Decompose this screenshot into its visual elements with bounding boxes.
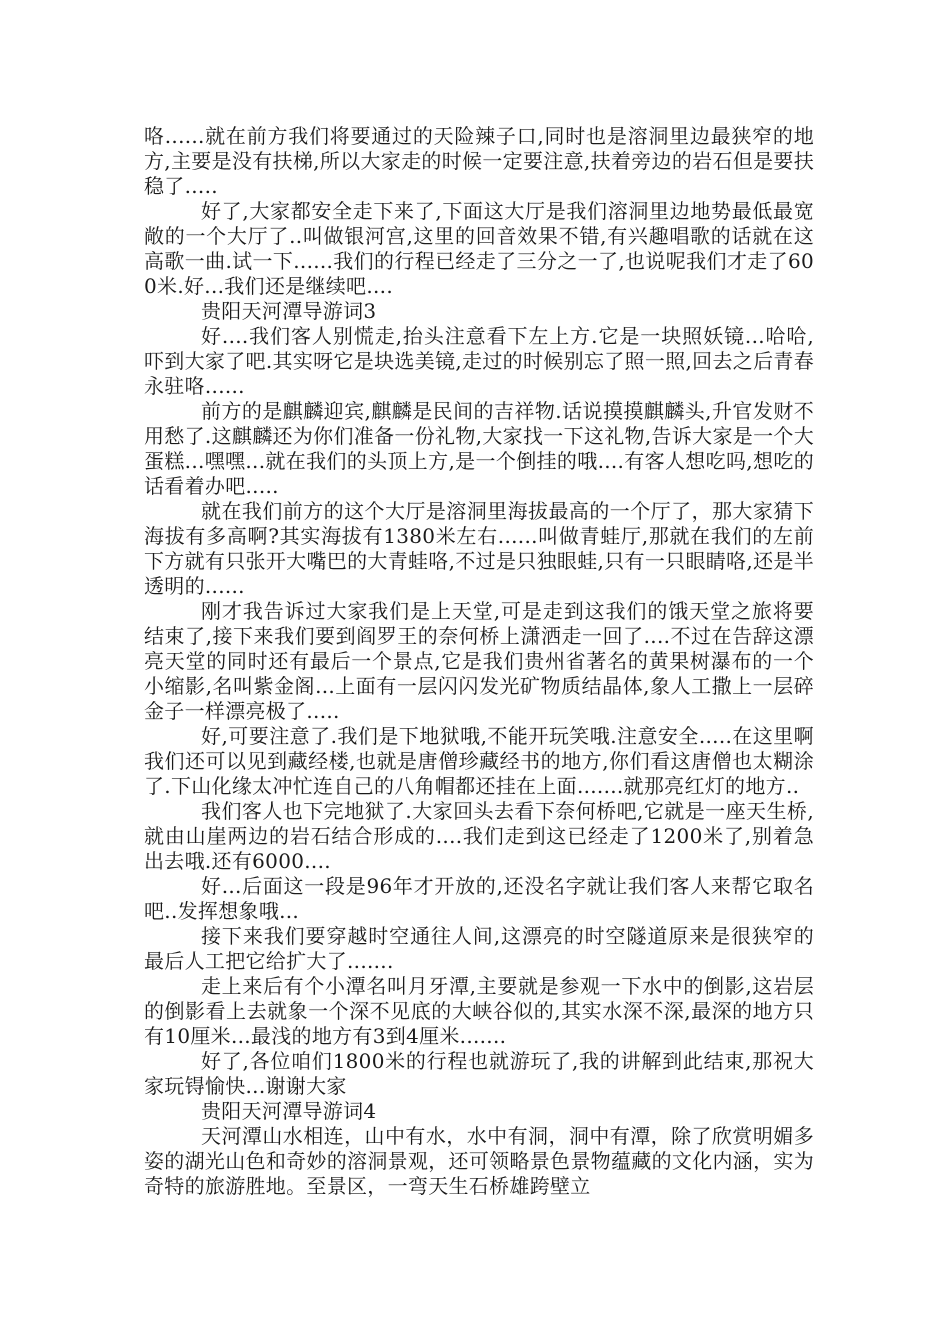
paragraph: 前方的是麒麟迎宾,麒麟是民间的吉祥物.话说摸摸麒麟头,升官发财不用愁了.这麒麟还为你们准备一份礼物,大家找一下这礼物,告诉大家是一个大蛋糕...嘿嘿...就在我们的头顶上方,是一个倒挂的哦....有客人想吃吗,想吃的话看着办吧..... (144, 399, 814, 498)
paragraph: 好,可要注意了.我们是下地狱哦,不能开玩笑哦.注意安全.....在这里啊我们还可以见到藏经楼,也就是唐僧珍藏经书的地方,你们看这唐僧也太糊涂了.下山化缘太冲忙连自己的八角帽都还挂在上面.......就那亮红灯的地方.. (144, 724, 814, 798)
paragraph: 好了,大家都安全走下来了,下面这大厅是我们溶洞里边地势最低最宽敞的一个大厅了..叫做银河宫,这里的回音效果不错,有兴趣唱歌的话就在这高歌一曲.试一下......我们的行程已经走了三分之一了,也说呢我们才走了600米.好...我们还是继续吧.... (144, 199, 814, 298)
paragraph: 就在我们前方的这个大厅是溶洞里海拔最高的一个厅了，那大家猜下海拔有多高啊?其实海拔有1380米左右......叫做青蛙厅,那就在我们的左前下方就有只张开大嘴巴的大青蛙咯,不过是只独眼蛙,只有一只眼睛咯,还是半透明的...... (144, 499, 814, 598)
paragraph: 好...后面这一段是96年才开放的,还没名字就让我们客人来帮它取名吧..发挥想象哦... (144, 874, 814, 923)
paragraph: 走上来后有个小潭名叫月牙潭,主要就是参观一下水中的倒影,这岩层的倒影看上去就象一个深不见底的大峡谷似的,其实水深不深,最深的地方只有10厘米...最浅的地方有3到4厘米....... (144, 974, 814, 1048)
paragraph: 我们客人也下完地狱了.大家回头去看下奈何桥吧,它就是一座天生桥,就由山崖两边的岩石结合形成的....我们走到这已经走了1200米了,别着急出去哦.还有6000.... (144, 799, 814, 873)
paragraph: 咯......就在前方我们将要通过的天险辣子口,同时也是溶洞里边最狭窄的地方,主要是没有扶梯,所以大家走的时候一定要注意,扶着旁边的岩石但是要扶稳了..... (144, 124, 814, 198)
paragraph: 接下来我们要穿越时空通往人间,这漂亮的时空隧道原来是很狭窄的最后人工把它给扩大了....... (144, 924, 814, 973)
paragraph: 好了,各位咱们1800米的行程也就游玩了,我的讲解到此结束,那祝大家玩锝愉快...谢谢大家 (144, 1049, 814, 1098)
section-heading: 贵阳天河潭导游词3 (201, 299, 377, 323)
paragraph: 天河潭山水相连，山中有水，水中有洞，洞中有潭，除了欣赏明媚多姿的湖光山色和奇妙的溶洞景观，还可领略景色景物蕴藏的文化内涵，实为奇特的旅游胜地。至景区，一弯天生石桥雄跨壁立 (144, 1124, 814, 1198)
section-heading: 贵阳天河潭导游词4 (201, 1099, 377, 1123)
paragraph: 刚才我告诉过大家我们是上天堂,可是走到这我们的饿天堂之旅将要结束了,接下来我们要到阎罗王的奈何桥上潇洒走一回了....不过在告辞这漂亮天堂的同时还有最后一个景点,它是我们贵州省著名的黄果树瀑布的一个小缩影,名叫紫金阁...上面有一层闪闪发光矿物质结晶体,象人工撒上一层碎金子一样漂亮极了..... (144, 599, 814, 723)
paragraph: 好....我们客人别慌走,抬头注意看下左上方.它是一块照妖镜...哈哈,吓到大家了吧.其实呀它是块选美镜,走过的时候别忘了照一照,回去之后青春永驻咯...... (144, 324, 814, 398)
document-page (144, 124, 814, 1199)
